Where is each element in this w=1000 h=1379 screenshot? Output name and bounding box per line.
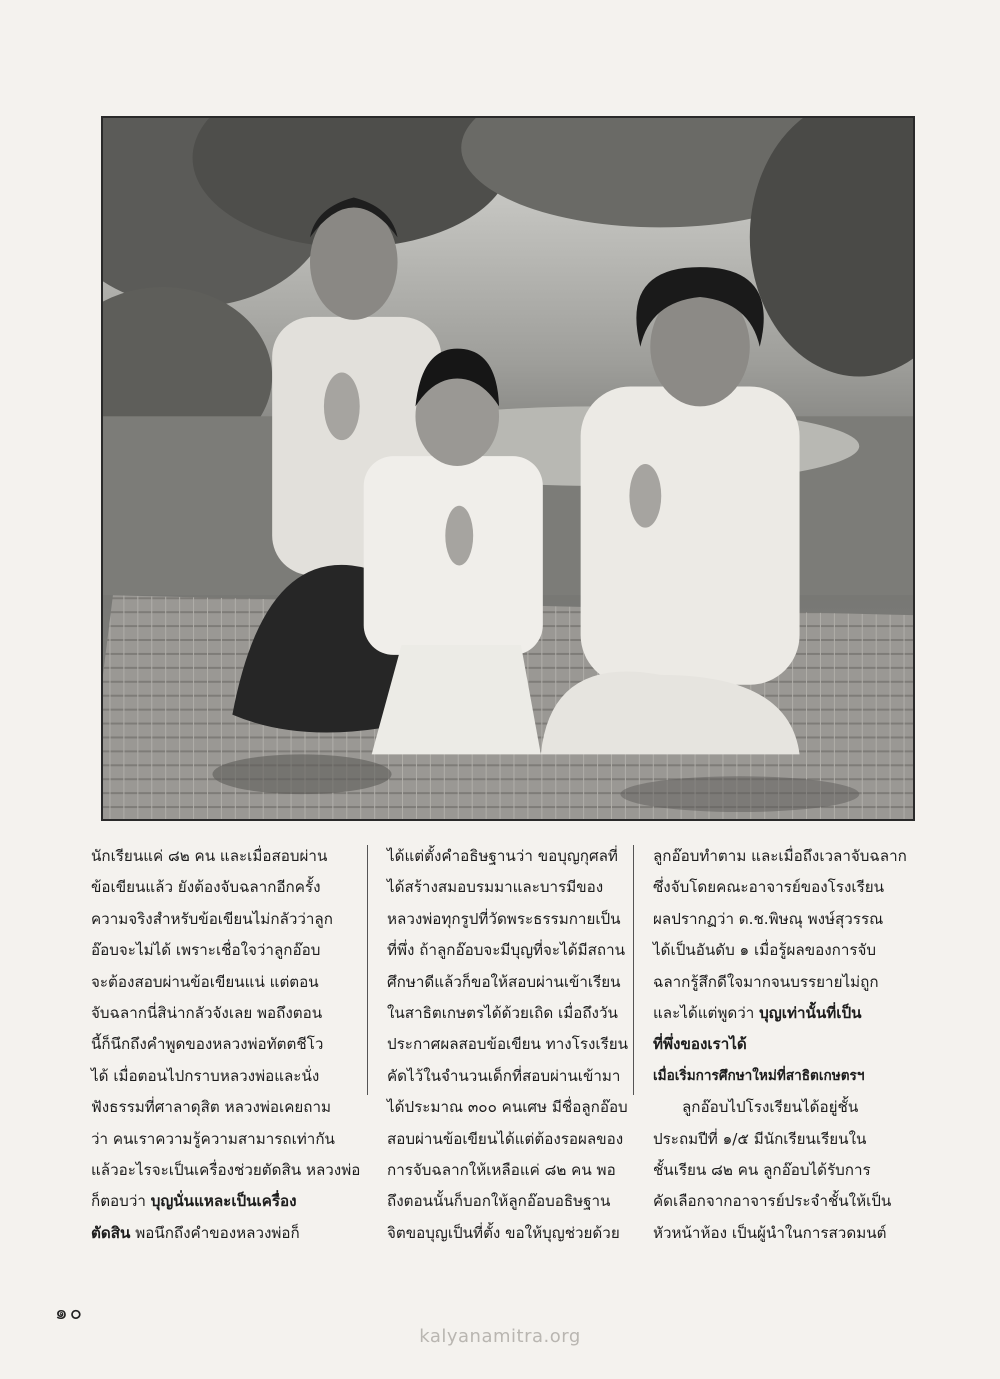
text-line: ฟังธรรมที่ศาลาดุสิต หลวงพ่อเคยถาม xyxy=(91,1098,331,1117)
section-heading: เมื่อเริ่มการศึกษาใหม่ที่สาธิตเกษตรฯ xyxy=(653,1067,865,1084)
text-line: นี้ก็นึกถึงคำพูดของหลวงพ่อทัตตชีโว xyxy=(91,1035,324,1054)
text-line: สอบผ่านข้อเขียนได้แต่ต้องรอผลของ xyxy=(387,1129,624,1148)
text-line: ความจริงสำหรับข้อเขียนไม่กลัวว่าลูก xyxy=(91,909,333,928)
text-column-2 xyxy=(387,841,649,1249)
text-line: ซึ่งจับโดยคณะอาจารย์ของโรงเรียน xyxy=(653,878,885,897)
text-column-3 xyxy=(653,841,915,1249)
text-line: ฉลากรู้สึกดีใจมากจนบรรยายไม่ถูก xyxy=(653,972,879,991)
photo-family-praying xyxy=(101,116,915,821)
text-line: ข้อเขียนแล้ว ยังต้องจับฉลากอีกครั้ง xyxy=(91,878,321,897)
text-line xyxy=(91,1218,353,1249)
bold-phrase: ที่พึ่งของเราได้ xyxy=(653,1035,747,1054)
text-span: และได้แต่พูดว่า xyxy=(653,1004,760,1023)
text-line xyxy=(91,1186,353,1217)
text-line: ชั้นเรียน ๘๒ คน ลูกอ๊อบได้รับการ xyxy=(653,1161,871,1180)
watermark: kalyanamitra.org xyxy=(419,1326,581,1347)
text-line: จะต้องสอบผ่านข้อเขียนแน่ แต่ตอน xyxy=(91,972,319,991)
bold-phrase: บุญเท่านั้นที่เป็น xyxy=(759,1004,862,1023)
text-line: ลูกอ๊อบทำตาม และเมื่อถึงเวลาจับฉลาก xyxy=(653,847,907,865)
bold-phrase: ตัดสิน xyxy=(91,1223,131,1242)
text-line: ประกาศผลสอบข้อเขียน ทางโรงเรียน xyxy=(387,1035,629,1054)
text-line: ได้เป็นอันดับ ๑ เมื่อรู้ผลของการจับ xyxy=(653,941,877,960)
text-line: ที่พึ่ง ถ้าลูกอ๊อบจะมีบุญที่จะได้มีสถาน xyxy=(387,941,625,960)
text-line: ว่า คนเราความรู้ความสามารถเท่ากัน xyxy=(91,1129,335,1148)
text-line: จิตขอบุญเป็นที่ตั้ง ขอให้บุญช่วยด้วย xyxy=(387,1223,620,1242)
text-line: จับฉลากนี่สิน่ากลัวจังเลย พอถึงตอน xyxy=(91,1004,323,1023)
text-line: ในสาธิตเกษตรได้ด้วยเถิด เมื่อถึงวัน xyxy=(387,1004,618,1023)
text-line: คัดเลือกจากอาจารย์ประจำชั้นให้เป็น xyxy=(653,1192,892,1211)
page-number: ๑๐ xyxy=(55,1300,84,1324)
text-line: หลวงพ่อทุกรูปที่วัดพระธรรมกายเป็น xyxy=(387,909,621,928)
text-line xyxy=(653,998,915,1029)
text-line: คัดไว้ในจำนวนเด็กที่สอบผ่านเข้ามา xyxy=(387,1066,621,1085)
text-line: ได้ประมาณ ๓๐๐ คนเศษ มีชื่อลูกอ๊อบ xyxy=(387,1098,628,1117)
text-line: ได้ เมื่อตอนไปกราบหลวงพ่อและนั่ง xyxy=(91,1066,320,1085)
column-divider xyxy=(367,845,368,1095)
bold-phrase: บุญนั่นแหละเป็นเครื่อง xyxy=(150,1192,297,1211)
text-line: แล้วอะไรจะเป็นเครื่องช่วยตัดสิน หลวงพ่อ xyxy=(91,1161,361,1180)
text-column-1 xyxy=(91,841,361,1249)
text-line: ศึกษาดีแล้วก็ขอให้สอบผ่านเข้าเรียน xyxy=(387,972,621,991)
text-line: ลูกอ๊อบไปโรงเรียนได้อยู่ชั้น xyxy=(653,1098,859,1117)
text-line: หัวหน้าห้อง เป็นผู้นำในการสวดมนต์ xyxy=(653,1223,887,1242)
text-line: การจับฉลากให้เหลือแค่ ๘๒ คน พอ xyxy=(387,1161,616,1180)
text-line: ได้สร้างสมอบรมมาและบารมีของ xyxy=(387,878,604,897)
text-line: นักเรียนแค่ ๘๒ คน และเมื่อสอบผ่าน xyxy=(91,847,328,865)
text-line: ถึงตอนนั้นก็บอกให้ลูกอ๊อบอธิษฐาน xyxy=(387,1192,611,1211)
text-line: ประถมปีที่ ๑/๕ มีนักเรียนเรียนใน xyxy=(653,1129,867,1148)
text-span: พอนึกถึงคำของหลวงพ่อก็ xyxy=(130,1223,300,1242)
text-line: ผลปรากฏว่า ด.ช.พิษณุ พงษ์สุวรรณ xyxy=(653,909,884,928)
text-line: อ๊อบจะไม่ได้ เพราะเชื่อใจว่าลูกอ๊อบ xyxy=(91,941,321,960)
text-line: ได้แต่ตั้งคำอธิษฐานว่า ขอบุญกุศลที่ xyxy=(387,847,618,865)
text-span: ก็ตอบว่า xyxy=(91,1192,151,1211)
